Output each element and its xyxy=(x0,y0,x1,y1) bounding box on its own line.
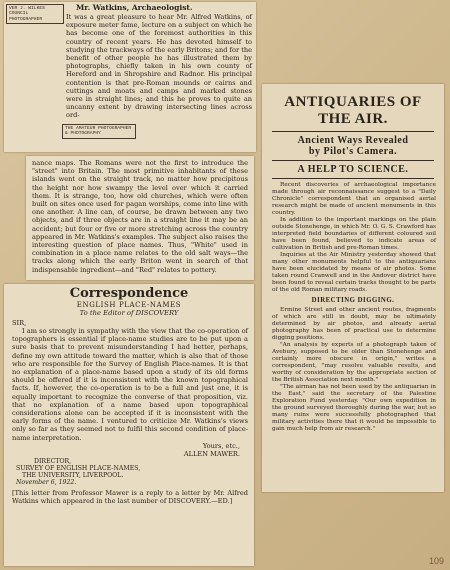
clipping-heading: Mr. Watkins, Archaeologist. xyxy=(76,3,193,12)
deck-rule xyxy=(272,160,434,161)
stamp-amateur-photographer: THE AMATEUR PHOTOGRAPHER & PHOTOGRAPHY xyxy=(62,124,136,139)
clipping-correspondence xyxy=(4,284,254,566)
deck-line3: A HELP TO SCIENCE. xyxy=(297,164,409,175)
stamp-wilkes: VER J. WILKES COUNCIL PHOTOGRAPHER xyxy=(6,4,64,24)
correspondence-body: I am so strongly in sympathy with the view that the co-operation of topographers is essential if place-name studies are to be put upon a sure basis that to prevent misunderstanding I had better, perhaps, define my own attitude toward the matter, which is also that of those who are responsible for the Survey of English Place-names. It is that no explanation of a place-name based upon a study of its old forms should be offered if it is inconsistent with the known topographical facts. If, however, the co-operation is to be a full and just one, it is equally important to recognize the converse of that proposition, viz. that no explanation of a name based upon topographical considerations alone can be accepted if it is inconsistent with the early forms of the name. I ventured to criticize Mr. Watkins's views only so far as they seemed not to fulfil this second condition of place-name interpretation. xyxy=(12,327,248,442)
headline-line1: ANTIQUARIES OF xyxy=(284,94,422,110)
headline-line2: THE AIR. xyxy=(318,111,388,127)
article-para4: Ermine Street and other ancient routes, fragments of which are still in doubt, may be ultimately determined by air photos, and already aerial photography has been of practical use to determine digging positions. xyxy=(272,307,436,341)
page-number: 109 xyxy=(428,556,444,566)
deck-line1: Ancient Ways Revealed xyxy=(297,135,409,146)
clipping-antiquaries-of-the-air xyxy=(262,84,444,492)
correspondence-title: Correspondence xyxy=(69,286,189,301)
correspondence-org1: SURVEY OF ENGLISH PLACE-NAMES, xyxy=(16,464,141,472)
article-para6: "The airman has not been used by the antiquarian in the East," said the secretary of the Palestine Exploration Fund yesterday. "Our own expedition in the ground surveyed thoroughly during the war, but so many ruins were successfully photographed that military activities there that it would be impossible to gain much help from air research." xyxy=(272,384,436,432)
article-para5: "An analysis by experts of a photograph taken of Avebury, supposed to be older than Stonehenge and certainly more obscure in origin," writes a correspondent, "may resolve valuable results, and worthy of consideration by the appropriate section of the British Association next month." xyxy=(272,342,436,383)
article-para2: In addition to the important markings on the plain outside Stonehenge, in which Mr. O. G. S. Crawford has interpreted field boundaries of different coloured soil have been found, believed to indicate areas of cultivation in British and pre-Roman times. xyxy=(272,217,437,251)
correspondence-signature: ALLEN MAWER. xyxy=(183,449,240,458)
article-para3: Inquiries at the Air Ministry yesterday showed that many other monuments helpful to the antiquarians have been elucidated by means of air photos. Some taken round Cranwell and in the Andover district have been found to reveal certain tracks thought to be parts of the old Roman military roads. xyxy=(272,252,436,293)
clipping-watkins-continued xyxy=(26,156,254,280)
article-subhead: DIRECTING DIGGING. xyxy=(311,297,395,304)
clipping-continued-body: nance maps. The Romans were not the first to introduce the "street" into Britain. The most primitive inhabitants of these islands went on the straight track, no matter how precipitous the height nor how swampy the level over which it carried them. It is strange, too, how old churches, which were often built on sites once used for pagan worships, come into line with one another. A line can, of course, be drawn between any two objects, and if three objects are in a straight line it may be an accident; but four or five or more stretching across the country appeared in Mr. Watkins's examples. The subject also raises the interesting question of place names. Thus, "White" used in combination in a place name relates to the old salt ways—the tracks along which the early Briton went in search of that indispensable ingredient—and "Red" relates to pottery. xyxy=(32,159,248,274)
correspondence-salutation: SIR, xyxy=(12,319,27,327)
deck-rule-2 xyxy=(272,178,434,179)
correspondence-sig-title: DIRECTOR, xyxy=(34,457,72,465)
correspondence-date: November 6, 1922. xyxy=(16,478,77,486)
correspondence-closing: Yours, etc., xyxy=(202,441,240,450)
headline-rule xyxy=(272,131,434,132)
clipping-body: It was a great pleasure to hear Mr. Alfred Watkins, of exposure meter fame, lecture on a subject on which he has become one of the foremost authorities in this country of recent years. He has devoted himself to studying the trackways of the early Britons; and for the benefit of other people he has illustrated them by photographs, chiefly taken in his own county of Hereford and in Shropshire and Radnor. His principal contention is that pre-Roman mounds or cairns and cuttings and moats and camps and marked stones were in straight lines; and this he proves to quite an uncanny extent by drawing intersecting lines across ord- xyxy=(66,13,252,120)
correspondence-subtitle: ENGLISH PLACE-NAMES xyxy=(76,301,182,309)
correspondence-org2: THE UNIVERSITY, LIVERPOOL. xyxy=(22,471,124,479)
article-para1: Recent discoveries of archaeological importance made through air reconnaissance suggest to a "Daily Chronicle" correspondent that an organised aerial research might be made of ancient monuments in this country. xyxy=(272,182,436,216)
correspondence-footnote: [This letter from Professor Mawer is a reply to a letter by Mr. Alfred Watkins which appeared in the last number of DISCOVERY.—ED.] xyxy=(12,488,248,506)
correspondence-to-line: To the Editor of DISCOVERY xyxy=(79,309,179,317)
deck-line2: by Pilot's Camera. xyxy=(308,146,398,157)
clipping-watkins-lecture xyxy=(4,2,256,152)
